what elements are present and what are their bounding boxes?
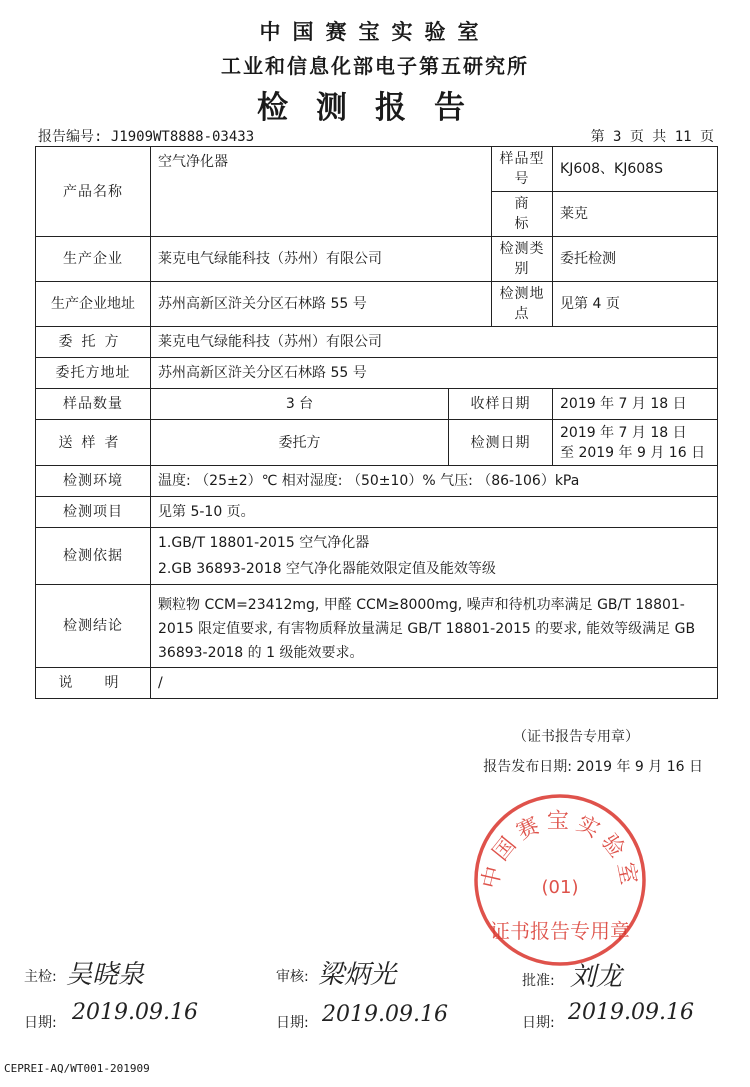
test-date-end: 至 2019 年 9 月 16 日 (560, 444, 706, 461)
receive-date-label: 收样日期 (449, 389, 553, 420)
brand-label: 商 标 (492, 192, 553, 237)
test-location-label: 检测地点 (492, 282, 553, 327)
mfr-address-label: 生产企业地址 (36, 282, 151, 327)
manufacturer-label: 生产企业 (36, 237, 151, 282)
seal-number: (01) (541, 877, 579, 898)
signature-block (0, 960, 750, 1040)
model-label: 样品型号 (492, 147, 553, 192)
page-number: 第 3 页 共 11 页 (590, 129, 714, 145)
seal-bottom-text: 证书报告专用章 (490, 919, 630, 943)
client-address-label: 委托方地址 (36, 358, 151, 389)
client: 莱克电气绿能科技（苏州）有限公司 (151, 327, 718, 358)
basis-item: 2.GB 36893-2018 空气净化器能效限定值及能效等级 (158, 561, 496, 577)
test-date-start: 2019 年 7 月 18 日 (560, 424, 687, 441)
report-title: 检测报告 (257, 90, 493, 126)
test-type-label: 检测类别 (492, 237, 553, 282)
test-type: 委托检测 (553, 237, 718, 282)
approver-signature: 刘龙 (570, 962, 623, 992)
items-label: 检测项目 (36, 497, 151, 528)
sender-label: 送样者 (36, 420, 151, 466)
sender: 委托方 (151, 420, 449, 466)
brand: 莱克 (553, 192, 718, 237)
review-date: 2019.09.16 (322, 1002, 448, 1027)
product-name-label: 产品名称 (36, 147, 151, 237)
report-form (35, 146, 718, 775)
receive-date: 2019 年 7 月 18 日 (553, 389, 718, 420)
lab-name: 中国赛宝实验室 (259, 20, 491, 44)
seal-ring-text: 中国赛宝实验室 (477, 808, 643, 893)
reviewer-label: 审核: (276, 969, 309, 985)
stamp-note: （证书报告专用章） (513, 729, 640, 745)
basis (151, 528, 718, 585)
env: 温度: （25±2）℃ 相对湿度: （50±10）% 气压: （86-106）kPa (151, 466, 718, 497)
conclusion-cell (151, 585, 718, 775)
test-location: 见第 4 页 (553, 282, 718, 327)
test-date (553, 420, 718, 466)
approver-label: 批准: (522, 973, 555, 989)
basis-item: 1.GB/T 18801-2015 空气净化器 (158, 535, 370, 551)
report-number: 报告编号: J1909WT8888-03433 (38, 129, 255, 145)
mfr-address: 苏州高新区浒关分区石林路 55 号 (151, 282, 492, 327)
main-inspector-label: 主检: (24, 969, 57, 985)
env-label: 检测环境 (36, 466, 151, 497)
client-address: 苏州高新区浒关分区石林路 55 号 (151, 358, 718, 389)
approve-date-label: 日期: (522, 1015, 555, 1031)
main-date: 2019.09.16 (72, 1000, 198, 1025)
conclusion-text: 颗粒物 CCM=23412mg, 甲醛 CCM≥8000mg, 噪声和待机功率满足 GB/T 18801-2015 限定值要求, 有害物质释放量满足 GB/T 18801-2015 的要求, 能效等级满足 GB 36893-2018 的 1 级能效要求。 (158, 597, 696, 661)
basis-label: 检测依据 (36, 528, 151, 585)
remark-label: 说 明 (36, 668, 151, 699)
seal-stamp (470, 790, 650, 970)
model: KJ608、KJ608S (553, 147, 718, 192)
product-name: 空气净化器 (151, 147, 492, 237)
test-date-label: 检测日期 (449, 420, 553, 466)
form-code: CEPREI-AQ/WT001-201909 (4, 1062, 150, 1075)
manufacturer: 莱克电气绿能科技（苏州）有限公司 (151, 237, 492, 282)
conclusion-label: 检测结论 (36, 585, 151, 668)
main-inspector-signature: 吴晓泉 (66, 960, 145, 990)
items: 见第 5-10 页。 (151, 497, 718, 528)
issue-date: 报告发布日期: 2019 年 9 月 16 日 (483, 759, 704, 775)
sample-qty: 3 台 (151, 389, 449, 420)
main-date-label: 日期: (24, 1015, 57, 1031)
institute-name: 工业和信息化部电子第五研究所 (221, 54, 529, 78)
client-label: 委托方 (36, 327, 151, 358)
review-date-label: 日期: (276, 1015, 309, 1031)
reviewer-signature: 梁炳光 (318, 960, 397, 990)
sample-qty-label: 样品数量 (36, 389, 151, 420)
approve-date: 2019.09.16 (568, 1000, 694, 1025)
remark: / (151, 668, 718, 699)
